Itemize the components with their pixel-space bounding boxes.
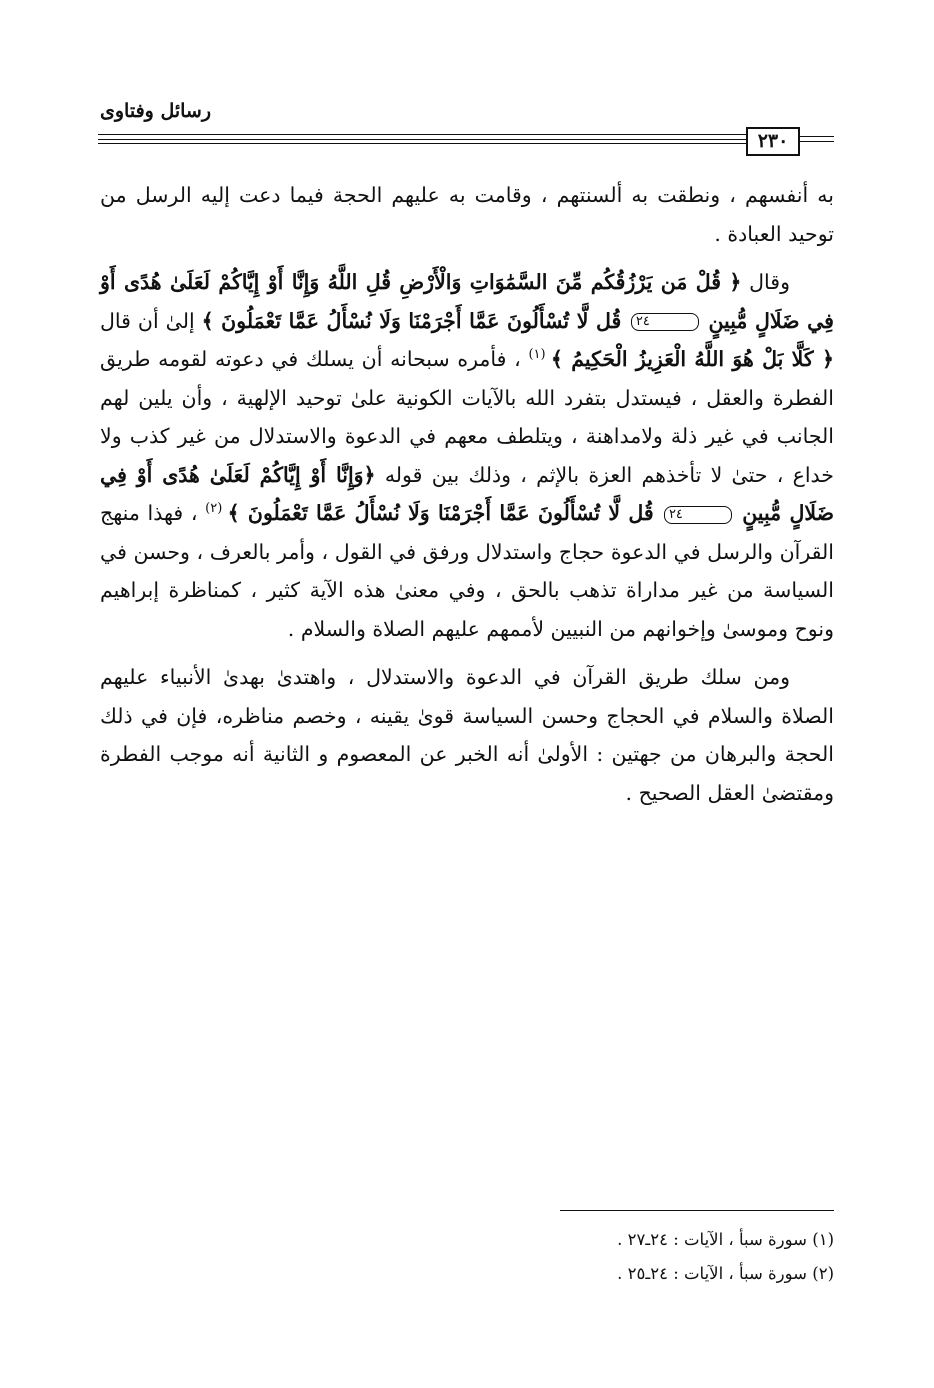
- footnote-reference: (٢): [205, 501, 228, 517]
- header-rule: [98, 139, 746, 140]
- quran-verse: قُل لَّا تُسْأَلُونَ عَمَّا أَجْرَمْنَا وَلَا نُسْأَلُ عَمَّا تَعْمَلُونَ ﴾: [227, 501, 662, 525]
- paragraph: [100, 263, 834, 648]
- quran-verse: ﴿ قُلْ مَن يَرْزُقُكُم مِّنَ السَّمَٰوَاتِ وَالْأَرْضِ قُلِ اللَّهُ وَإِنَّا أَوْ إِيَّاكُمْ لَعَلَىٰ هُدًى أَوْ فِي ضَلَالٍ مُّبِينٍ: [100, 270, 834, 333]
- footnote: (٢) سورة سبأ ، الآيات : ٢٤ـ٢٥ .: [617, 1264, 834, 1283]
- footnote-reference: (١): [528, 347, 551, 363]
- text-run: ، فهذا منهج القرآن والرسل في الدعوة حجاج واستدلال ورفق في القول ، وأمر بالعرف ، وحسن في السياسة من غير مداراة تذهب بالحق ، وفي معنىٰ هذه الآية كثير ، كمناظرة إبراهيم ونوح وموسىٰ وإخوانهم من النبيين لأممهم عليهم الصلاة والسلام .: [100, 501, 834, 641]
- footnote: (١) سورة سبأ ، الآيات : ٢٤ـ٢٧ .: [617, 1230, 834, 1249]
- header-rule: [800, 141, 834, 142]
- quran-verse: ﴿وَإِنَّا أَوْ إِيَّاكُمْ لَعَلَىٰ هُدًى أَوْ فِي ضَلَالٍ مُّبِينٍ: [100, 462, 834, 525]
- header-rule: [800, 136, 834, 137]
- running-header-title: رسائل وفتاوى: [100, 100, 212, 122]
- text-run: وقال: [741, 270, 791, 294]
- quran-verse: قُل لَّا تُسْأَلُونَ عَمَّا أَجْرَمْنَا وَلَا نُسْأَلُ عَمَّا تَعْمَلُونَ ﴾: [201, 308, 629, 333]
- text-run: به أنفسهم ، ونطقت به ألسنتهم ، وقامت به عليهم الحجة فيما دعت إليه الرسل من توحيد العبادة .: [100, 183, 834, 246]
- footnotes: [440, 1223, 834, 1291]
- main-text: [100, 176, 834, 812]
- footnote-separator: [560, 1210, 834, 1211]
- header-rule: [98, 143, 746, 144]
- header-rule: [98, 134, 746, 135]
- page-number: ٢٣٠: [746, 127, 800, 156]
- ayah-number-marker: ٢٤: [631, 313, 699, 331]
- quran-verse: ﴿ كَلَّا بَلْ هُوَ اللَّهُ الْعَزِيزُ الْحَكِيمُ ﴾: [550, 347, 834, 371]
- text-run: ومن سلك طريق القرآن في الدعوة والاستدلال ، واهتدىٰ بهدىٰ الأنبياء عليهم الصلاة والسلام في الحجاج وحسن السياسة قوىٰ يقينه ، وخصم مناظره، فإن في ذلك الحجة والبرهان من جهتين : الأولىٰ أنه الخبر عن المعصوم و الثانية أنه موجب الفطرة ومقتضىٰ العقل الصحيح .: [100, 665, 834, 805]
- paragraph: [100, 658, 834, 812]
- paragraph: [100, 176, 834, 253]
- ayah-number-marker: ٢٤: [664, 506, 732, 524]
- text-run: ، فأمره سبحانه أن يسلك في دعوته لقومه طريق الفطرة والعقل ، فيستدل بتفرد الله بالآيات الكونية علىٰ توحيد الإلهية ، وأن يلين لهم الجانب في غير ذلة ولامداهنة ، ويتلطف معهم في الدعوة والاستدلال من غير كذب ولا خداع ، حتىٰ لا تأخذهم العزة بالإثم ، وذلك بين قوله: [100, 347, 834, 487]
- text-run: إلىٰ أن قال: [100, 308, 202, 333]
